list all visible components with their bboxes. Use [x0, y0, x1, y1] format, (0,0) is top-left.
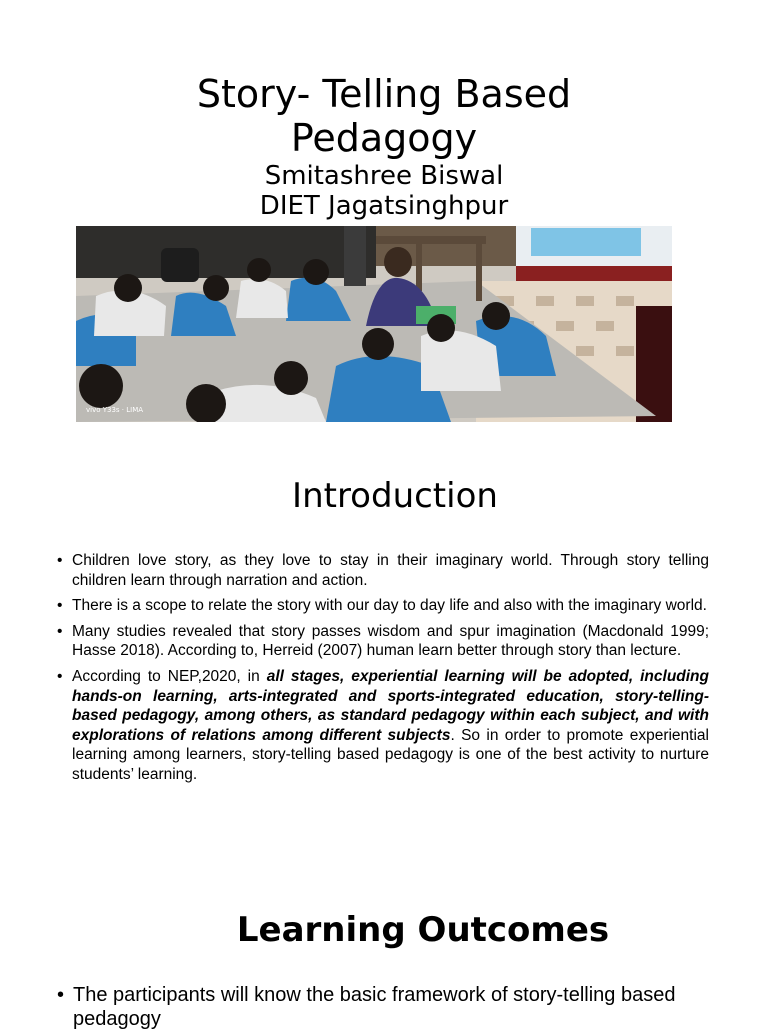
bullet-text: The participants will know the basic framework of story-telling based pedagogy	[73, 984, 676, 1030]
bullet-dot: •	[57, 597, 63, 615]
bullet-text: Many studies revealed that story passes wisdom and spur imagination (Macdonald 1999; Hasse 2018). According to, Herreid (2007) human learn better through story than lecture.	[72, 622, 709, 660]
slide-title-line-1: Story- Telling Based	[196, 72, 572, 116]
bullet-text: Children love story, as they love to stay in their imaginary world. Through story telling children learn through narration and action.	[72, 552, 709, 589]
bullet-dot: •	[57, 552, 63, 569]
bullet-dot: •	[57, 984, 65, 1006]
bullet-dot: •	[57, 622, 63, 640]
nep-prefix: According to NEP,2020, in	[72, 667, 267, 685]
classroom-storytelling-photo	[76, 226, 672, 422]
list-item	[57, 667, 709, 785]
list-item	[57, 596, 709, 616]
introduction-bullet-list	[57, 551, 709, 791]
photo-watermark: vivo Y33s · LIMA	[86, 406, 144, 414]
list-item	[57, 622, 709, 661]
slide-title-line-2: Pedagogy	[290, 116, 478, 160]
bullet-text: There is a scope to relate the story with our day to day life and also with the imaginary world.	[72, 597, 707, 615]
list-item	[57, 551, 709, 590]
bullet-dot: •	[57, 667, 63, 685]
learning-outcomes-heading: Learning Outcomes	[236, 910, 610, 950]
author-institution: DIET Jagatsinghpur	[259, 191, 509, 221]
author-name: Smitashree Biswal	[264, 161, 504, 191]
nep-emphasis: all stages, experiential learning will be adopted, including hands-on learning, arts-integrated and sports-integrated education, story-telling-based pedagogy, among others, as standard pedagogy within each subject, and with explorations of relations among different subjects	[72, 667, 709, 744]
introduction-heading: Introduction	[292, 476, 498, 516]
nep-suffix: . So in order to promote experiential learning among learners, story-telling based pedagogy is one of the best activity to nurture students’ learning.	[72, 726, 709, 783]
